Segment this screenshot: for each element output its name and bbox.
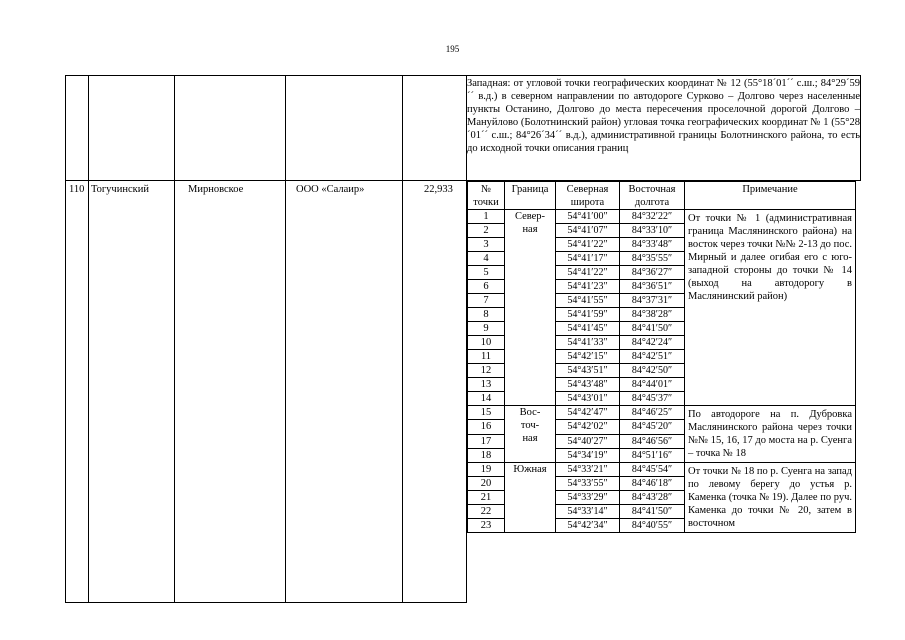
boundary-note <box>685 210 856 406</box>
point-number: 8 <box>468 308 505 322</box>
point-number: 18 <box>468 448 505 462</box>
point-number: 5 <box>468 266 505 280</box>
boundary-note <box>685 406 856 463</box>
east-longitude: 84°45′54″ <box>620 463 685 477</box>
boundary-note-text: По автодороге на п. Дубровка Маслянинского района через точки №№ 15, 16, 17 до моста на р. Суенга – точка № 18 <box>688 409 852 459</box>
north-latitude: 54°42′34″ <box>556 519 620 533</box>
north-latitude: 54°41′07″ <box>556 224 620 238</box>
north-latitude: 54°43′48″ <box>556 378 620 392</box>
header-east-longitude: Восточная долгота <box>620 182 685 210</box>
north-latitude: 54°41′55″ <box>556 294 620 308</box>
boundary-coordinates-table <box>467 181 856 533</box>
east-longitude: 84°38′28″ <box>620 308 685 322</box>
settlement-name: Мирновское <box>188 184 244 195</box>
border-section-name <box>505 210 556 406</box>
north-latitude: 54°41′59″ <box>556 308 620 322</box>
east-longitude: 84°44′01″ <box>620 378 685 392</box>
north-latitude: 54°41′45″ <box>556 322 620 336</box>
previous-boundary-description: Западная: от угловой точки географических координат № 12 (55°18´01´´ с.ш.; 84°29´59´´ в.д.) в северном направлении по автодороге Сурково – Долгово через населенные пункты Останино, Долгово до места пересечения проселочной дорогой Долгово – Мануйлово (Болотнинский район) угловая точка географических координат № 1 (55°28´01´´ с.ш.; 84°26´34´´ в.д.), административной границы Болотнинского района, то есть до исходной точки описания границ <box>467 78 860 154</box>
east-longitude: 84°45′20″ <box>620 420 685 434</box>
border-section-name <box>505 406 556 463</box>
east-longitude: 84°41′50″ <box>620 322 685 336</box>
point-number: 17 <box>468 434 505 448</box>
east-longitude: 84°51′16″ <box>620 448 685 462</box>
east-longitude: 84°43′28″ <box>620 491 685 505</box>
point-number: 6 <box>468 280 505 294</box>
east-longitude: 84°46′18″ <box>620 477 685 491</box>
east-longitude: 84°42′51″ <box>620 350 685 364</box>
north-latitude: 54°40′27″ <box>556 434 620 448</box>
column-divider <box>88 75 89 603</box>
border-section-label: Вос- точ- ная <box>519 407 541 444</box>
point-number: 13 <box>468 378 505 392</box>
east-longitude: 84°45′37″ <box>620 392 685 406</box>
north-latitude: 54°42′02″ <box>556 420 620 434</box>
north-latitude: 54°33′14″ <box>556 505 620 519</box>
north-latitude: 54°33′29″ <box>556 491 620 505</box>
north-latitude: 54°33′21″ <box>556 463 620 477</box>
east-longitude: 84°42′50″ <box>620 364 685 378</box>
point-number: 3 <box>468 238 505 252</box>
area-value: 22,933 <box>424 184 453 195</box>
point-number: 12 <box>468 364 505 378</box>
point-number: 11 <box>468 350 505 364</box>
east-longitude: 84°42′24″ <box>620 336 685 350</box>
district-name: Тогучинский <box>91 184 149 195</box>
record-number: 110 <box>69 184 85 195</box>
point-number: 19 <box>468 463 505 477</box>
boundary-note <box>685 463 856 533</box>
header-border: Граница <box>505 182 556 210</box>
north-latitude: 54°42′47″ <box>556 406 620 420</box>
north-latitude: 54°41′23″ <box>556 280 620 294</box>
point-number: 21 <box>468 491 505 505</box>
point-number: 1 <box>468 210 505 224</box>
page-number: 195 <box>445 44 460 54</box>
east-longitude: 84°32′22″ <box>620 210 685 224</box>
column-divider <box>285 75 286 603</box>
table-bottom-border <box>65 602 466 603</box>
boundary-rows <box>468 210 856 533</box>
point-number: 16 <box>468 420 505 434</box>
east-longitude: 84°46′56″ <box>620 434 685 448</box>
point-number: 2 <box>468 224 505 238</box>
header-point: № точки <box>468 182 505 210</box>
east-longitude: 84°37′31″ <box>620 294 685 308</box>
north-latitude: 54°33′55″ <box>556 477 620 491</box>
east-longitude: 84°40′55″ <box>620 519 685 533</box>
point-number: 15 <box>468 406 505 420</box>
point-number: 22 <box>468 505 505 519</box>
boundary-note-text: От точки № 18 по р. Суенга на запад по левому берегу до устья р. Каменка (точка № 19). Далее по руч. Каменка до точки № 20, затем в восточном <box>688 466 852 529</box>
point-number: 4 <box>468 252 505 266</box>
point-number: 9 <box>468 322 505 336</box>
north-latitude: 54°41′33″ <box>556 336 620 350</box>
table-row <box>468 463 856 477</box>
table-left-border <box>65 75 66 603</box>
border-section-label: Южная <box>513 464 547 475</box>
column-divider <box>402 75 403 603</box>
east-longitude: 84°33′48″ <box>620 238 685 252</box>
point-number: 23 <box>468 519 505 533</box>
north-latitude: 54°43′01″ <box>556 392 620 406</box>
column-divider <box>174 75 175 603</box>
border-section-label: Север- ная <box>514 211 546 235</box>
north-latitude: 54°41′22″ <box>556 238 620 252</box>
point-number: 7 <box>468 294 505 308</box>
point-number: 10 <box>468 336 505 350</box>
border-section-name <box>505 463 556 533</box>
table-row <box>468 406 856 420</box>
header-north-latitude: Северная широта <box>556 182 620 210</box>
east-longitude: 84°36′27″ <box>620 266 685 280</box>
table-top-border <box>65 75 861 76</box>
north-latitude: 54°41′22″ <box>556 266 620 280</box>
organization-name: ООО «Салаир» <box>296 184 365 195</box>
point-number: 14 <box>468 392 505 406</box>
east-longitude: 84°35′55″ <box>620 252 685 266</box>
north-latitude: 54°34′19″ <box>556 448 620 462</box>
north-latitude: 54°42′15″ <box>556 350 620 364</box>
east-longitude: 84°46′25″ <box>620 406 685 420</box>
east-longitude: 84°36′51″ <box>620 280 685 294</box>
header-note: Примечание <box>685 182 856 210</box>
boundary-note-text: От точки № 1 (административная граница Маслянинского района) на восток через точки №№ 2-13 до пос. Мирный и далее огибая его с юго-западной стороны до точки № 14 (выход на автодорогу в Маслянинский район) <box>688 213 852 302</box>
north-latitude: 54°43′51″ <box>556 364 620 378</box>
north-latitude: 54°41′00″ <box>556 210 620 224</box>
east-longitude: 84°33′10″ <box>620 224 685 238</box>
table-right-border <box>860 75 861 181</box>
north-latitude: 54°41′17″ <box>556 252 620 266</box>
point-number: 20 <box>468 477 505 491</box>
east-longitude: 84°41′50″ <box>620 505 685 519</box>
table-row <box>468 210 856 224</box>
